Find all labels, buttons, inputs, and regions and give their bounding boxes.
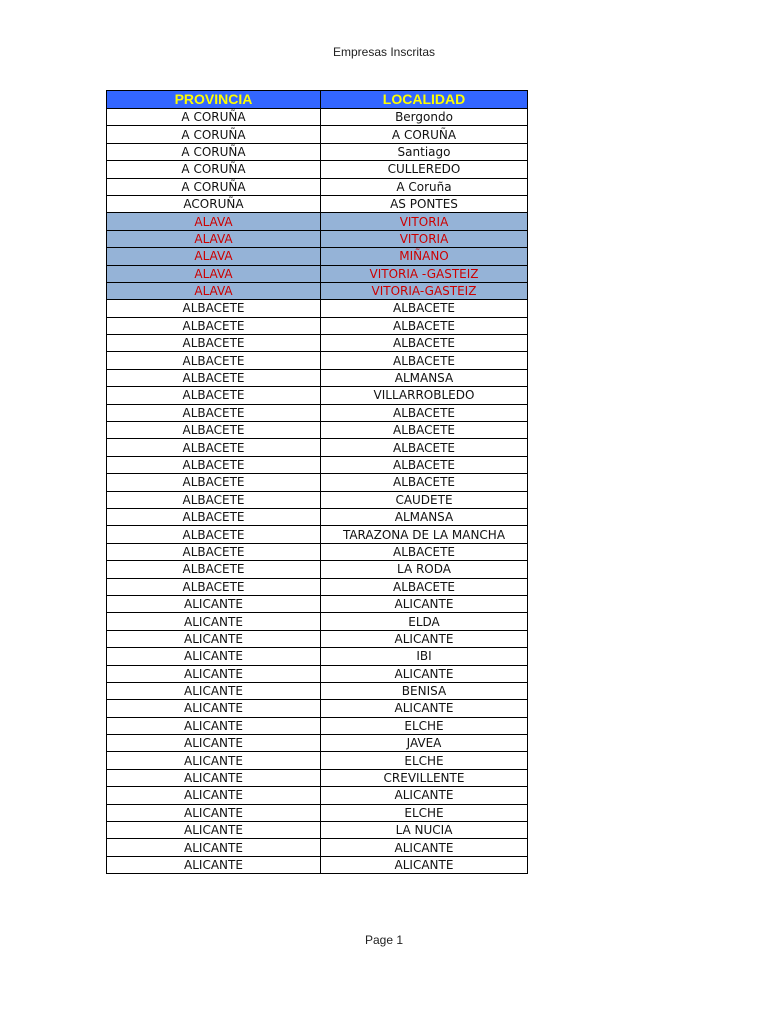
table-row [107,422,528,439]
cell-localidad: ELCHE [321,717,528,734]
table-row [107,335,528,352]
cell-provincia: ALBACETE [107,456,321,473]
cell-provincia: ALBACETE [107,508,321,525]
cell-provincia: ALICANTE [107,682,321,699]
table-row [107,213,528,230]
cell-provincia: ALBACETE [107,317,321,334]
cell-localidad: ALICANTE [321,665,528,682]
table-row [107,856,528,873]
cell-localidad: Bergondo [321,109,528,126]
cell-localidad: ALICANTE [321,700,528,717]
cell-provincia: ALICANTE [107,787,321,804]
cell-provincia: A CORUÑA [107,143,321,160]
cell-provincia: ALICANTE [107,717,321,734]
cell-provincia: ALAVA [107,282,321,299]
table-row [107,369,528,386]
cell-provincia: ACORUÑA [107,195,321,212]
cell-provincia: ALICANTE [107,856,321,873]
cell-localidad: Santiago [321,143,528,160]
cell-localidad: ALBACETE [321,474,528,491]
cell-localidad: AS PONTES [321,195,528,212]
table-row [107,630,528,647]
cell-provincia: ALICANTE [107,822,321,839]
cell-provincia: ALBACETE [107,561,321,578]
cell-localidad: ALICANTE [321,856,528,873]
cell-localidad: ALBACETE [321,578,528,595]
cell-localidad: ALBACETE [321,335,528,352]
cell-localidad: ALICANTE [321,787,528,804]
table-row [107,682,528,699]
table-row [107,491,528,508]
table-row [107,282,528,299]
table-row [107,752,528,769]
table-row [107,595,528,612]
cell-provincia: ALBACETE [107,543,321,560]
table-row [107,474,528,491]
cell-provincia: ALICANTE [107,752,321,769]
table-row [107,526,528,543]
cell-localidad: ELCHE [321,752,528,769]
cell-provincia: ALBACETE [107,300,321,317]
header-row [107,91,528,109]
cell-localidad: ALBACETE [321,456,528,473]
page-header-title: Empresas Inscritas [332,45,436,59]
table-row [107,804,528,821]
cell-localidad: BENISA [321,682,528,699]
table-row [107,822,528,839]
cell-localidad: A Coruña [321,178,528,195]
table-row [107,317,528,334]
table-row [107,352,528,369]
cell-provincia: ALICANTE [107,630,321,647]
cell-provincia: ALBACETE [107,439,321,456]
table-row [107,543,528,560]
table-row [107,700,528,717]
cell-localidad: CREVILLENTE [321,769,528,786]
table-row [107,561,528,578]
cell-localidad: ELDA [321,613,528,630]
cell-localidad: VITORIA -GASTEIZ [321,265,528,282]
cell-provincia: ALBACETE [107,526,321,543]
cell-provincia: ALBACETE [107,491,321,508]
cell-provincia: ALICANTE [107,648,321,665]
table-row [107,248,528,265]
cell-provincia: ALBACETE [107,352,321,369]
column-header-localidad: LOCALIDAD [321,91,528,109]
cell-localidad: ELCHE [321,804,528,821]
table-row [107,143,528,160]
cell-provincia: ALBACETE [107,422,321,439]
cell-provincia: ALBACETE [107,387,321,404]
cell-provincia: ALICANTE [107,613,321,630]
cell-provincia: ALICANTE [107,804,321,821]
table-row [107,109,528,126]
cell-provincia: ALBACETE [107,474,321,491]
cell-provincia: ALBACETE [107,578,321,595]
cell-provincia: ALBACETE [107,335,321,352]
cell-provincia: ALICANTE [107,769,321,786]
table-header [107,91,528,109]
table-row [107,126,528,143]
column-header-provincia: PROVINCIA [107,91,321,109]
table-row [107,613,528,630]
cell-provincia: A CORUÑA [107,161,321,178]
cell-localidad: ALICANTE [321,595,528,612]
companies-table [106,90,528,874]
cell-localidad: MIÑANO [321,248,528,265]
cell-localidad: IBI [321,648,528,665]
table-row [107,456,528,473]
table-row [107,178,528,195]
cell-localidad: ALBACETE [321,543,528,560]
cell-localidad: JAVEA [321,735,528,752]
cell-localidad: VITORIA [321,230,528,247]
cell-provincia: ALAVA [107,265,321,282]
table-row [107,404,528,421]
table-row [107,300,528,317]
cell-localidad: LA NUCIA [321,822,528,839]
cell-provincia: ALAVA [107,213,321,230]
cell-provincia: ALAVA [107,230,321,247]
cell-localidad: ALICANTE [321,839,528,856]
table-row [107,769,528,786]
cell-provincia: ALBACETE [107,404,321,421]
cell-localidad: ALBACETE [321,422,528,439]
table-row [107,508,528,525]
page-number: Page 1 [364,933,404,947]
cell-localidad: ALMANSA [321,369,528,386]
cell-provincia: ALICANTE [107,839,321,856]
cell-localidad: ALBACETE [321,404,528,421]
table-row [107,230,528,247]
cell-localidad: ALMANSA [321,508,528,525]
cell-provincia: ALICANTE [107,665,321,682]
cell-localidad: ALBACETE [321,317,528,334]
table-row [107,161,528,178]
cell-localidad: VILLARROBLEDO [321,387,528,404]
cell-localidad: ALICANTE [321,630,528,647]
table-row [107,265,528,282]
table-body [107,109,528,874]
cell-localidad: A CORUÑA [321,126,528,143]
table-row [107,195,528,212]
table-row [107,578,528,595]
table-row [107,665,528,682]
cell-provincia: ALICANTE [107,735,321,752]
table-row [107,717,528,734]
cell-localidad: ALBACETE [321,352,528,369]
table-row [107,387,528,404]
table-row [107,735,528,752]
cell-localidad: VITORIA [321,213,528,230]
cell-localidad: CULLEREDO [321,161,528,178]
cell-provincia: A CORUÑA [107,178,321,195]
table-row [107,839,528,856]
cell-provincia: ALICANTE [107,595,321,612]
table-row [107,648,528,665]
cell-provincia: A CORUÑA [107,126,321,143]
cell-localidad: ALBACETE [321,300,528,317]
cell-provincia: ALICANTE [107,700,321,717]
cell-localidad: ALBACETE [321,439,528,456]
cell-provincia: A CORUÑA [107,109,321,126]
cell-provincia: ALAVA [107,248,321,265]
cell-localidad: CAUDETE [321,491,528,508]
cell-localidad: VITORIA-GASTEIZ [321,282,528,299]
cell-localidad: LA RODA [321,561,528,578]
cell-localidad: TARAZONA DE LA MANCHA [321,526,528,543]
cell-provincia: ALBACETE [107,369,321,386]
table-row [107,439,528,456]
table-row [107,787,528,804]
